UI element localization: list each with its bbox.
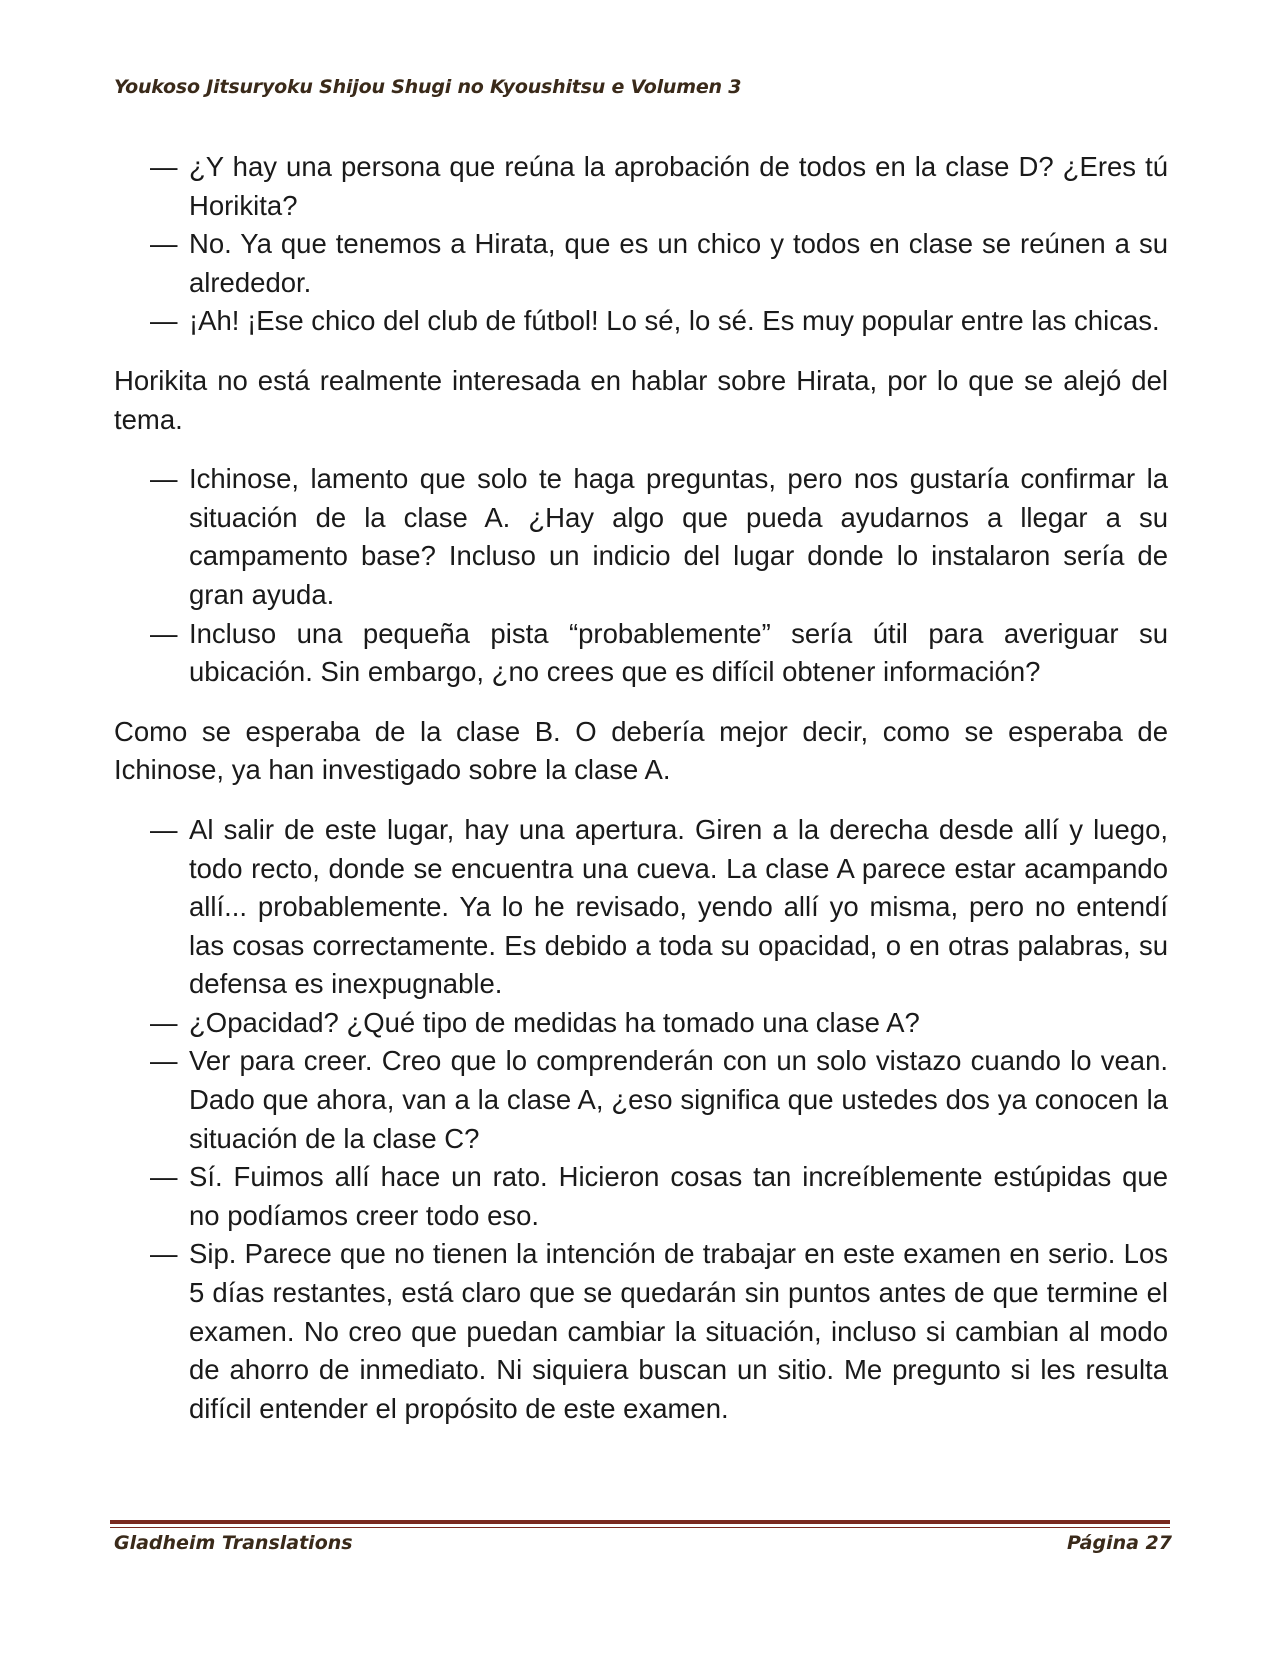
dialogue-line: — No. Ya que tenemos a Hirata, que es un chico y todos en clase se reúnen a su alrededor. bbox=[114, 225, 1168, 302]
body-text bbox=[114, 148, 1168, 1428]
page-header: Youkoso Jitsuryoku Shijou Shugi no Kyoushitsu e Volumen 3 bbox=[114, 76, 742, 98]
footer-rule-thin bbox=[110, 1527, 1170, 1528]
dialogue-line: — Incluso una pequeña pista “probablemente” sería útil para averiguar su ubicación. Sin embargo, ¿no crees que es difícil obtener información? bbox=[114, 615, 1168, 692]
dialogue-line: — ¿Opacidad? ¿Qué tipo de medidas ha tomado una clase A? bbox=[114, 1004, 1168, 1043]
dialogue-block bbox=[114, 148, 1168, 341]
dialogue-block bbox=[114, 811, 1168, 1429]
dialogue-line: — ¡Ah! ¡Ese chico del club de fútbol! Lo sé, lo sé. Es muy popular entre las chicas. bbox=[114, 302, 1168, 341]
dialogue-dash: — bbox=[150, 1161, 178, 1193]
dialogue-line: — Sí. Fuimos allí hace un rato. Hicieron cosas tan increíblemente estúpidas que no podíamos creer todo eso. bbox=[114, 1158, 1168, 1235]
dialogue-line: — Ichinose, lamento que solo te haga preguntas, pero nos gustaría confirmar la situación de la clase A. ¿Hay algo que pueda ayudarnos a llegar a su campamento base? Incluso un indicio del lugar donde lo instalaron sería de gran ayuda. bbox=[114, 460, 1168, 614]
footer-publisher: Gladheim Translations bbox=[114, 1532, 353, 1554]
dialogue-line: — Ver para creer. Creo que lo comprenderán con un solo vistazo cuando lo vean. Dado que ahora, van a la clase A, ¿eso significa que ustedes dos ya conocen la situación de la clase C? bbox=[114, 1042, 1168, 1158]
dialogue-dash: — bbox=[150, 1045, 178, 1077]
dialogue-line: — ¿Y hay una persona que reúna la aprobación de todos en la clase D? ¿Eres tú Horikita? bbox=[114, 148, 1168, 225]
dialogue-dash: — bbox=[150, 305, 178, 337]
footer-rule-thick bbox=[110, 1520, 1170, 1524]
narration-paragraph: Como se esperaba de la clase B. O debería mejor decir, como se esperaba de Ichinose, ya han investigado sobre la clase A. bbox=[114, 715, 1168, 786]
dialogue-dash: — bbox=[150, 151, 178, 182]
dialogue-dash: — bbox=[150, 463, 178, 495]
dialogue-dash: — bbox=[150, 617, 178, 649]
dialogue-dash: — bbox=[150, 1006, 178, 1038]
dialogue-line: — Sip. Parece que no tienen la intención de trabajar en este examen en serio. Los 5 días restantes, está claro que se quedarán sin puntos antes de que termine el examen. No creo que puedan cambiar la situación, incluso si cambian al modo de ahorro de inmediato. Ni siquiera buscan un sitio. Me pregunto si les resulta difícil entender el propósito de este examen. bbox=[114, 1235, 1168, 1428]
dialogue-dash: — bbox=[150, 228, 178, 260]
dialogue-line: — Al salir de este lugar, hay una apertura. Giren a la derecha desde allí y luego, todo recto, donde se encuentra una cueva. La clase A parece estar acampando allí... probablemente. Ya lo he revisado, yendo allí yo misma, pero no entendí las cosas correctamente. Es debido a toda su opacidad, o en otras palabras, su defensa es inexpugnable. bbox=[114, 811, 1168, 1004]
footer-page-number: Página 27 bbox=[1066, 1532, 1172, 1554]
dialogue-dash: — bbox=[150, 1238, 178, 1270]
narration-paragraph: Horikita no está realmente interesada en hablar sobre Hirata, por lo que se alejó del tema. bbox=[114, 364, 1168, 435]
dialogue-block bbox=[114, 460, 1168, 692]
dialogue-dash: — bbox=[150, 813, 178, 845]
